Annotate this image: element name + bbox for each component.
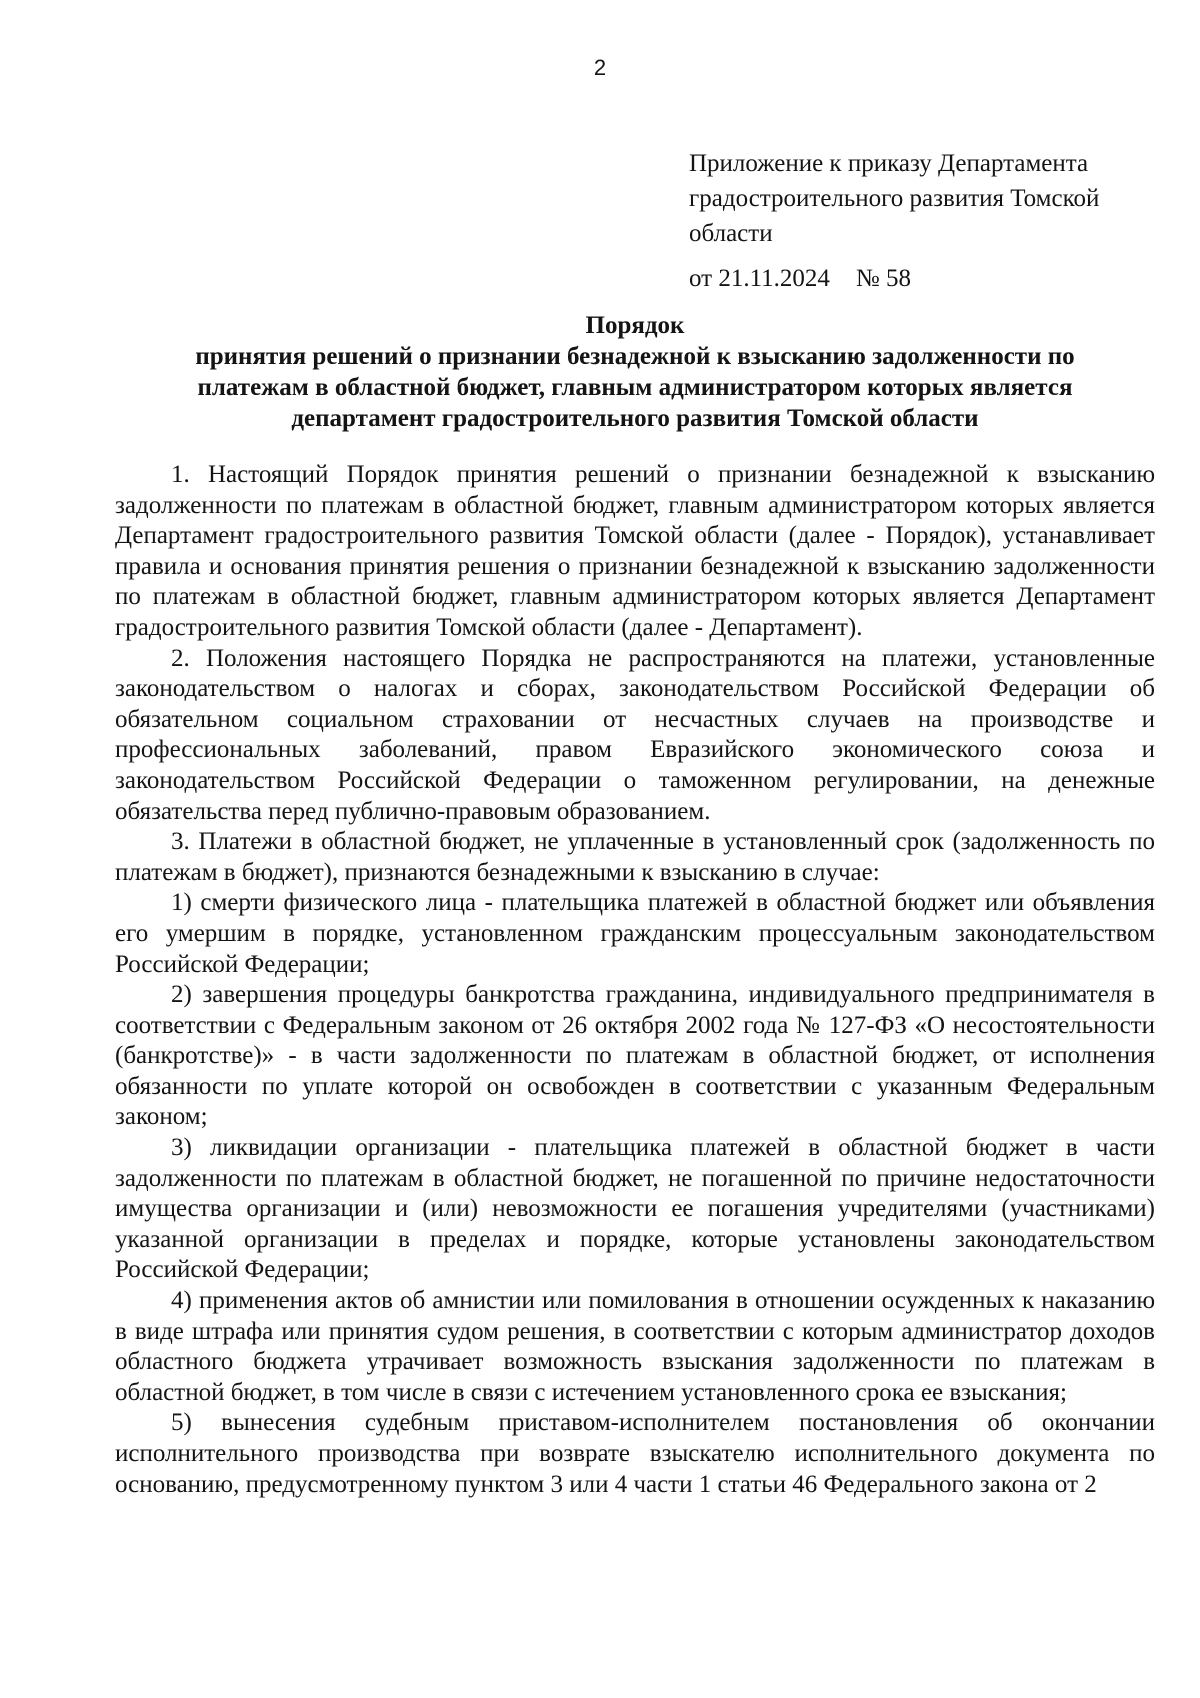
list-item-2: 2) завершения процедуры банкротства гражданина, индивидуального предпринимателя в соответствии с Федеральным законом от 26 октября 2002 года № 127-ФЗ «О несостоятельности (банкротстве)» - в части задолженности по платежам в областной бюджет, от исполнения обязанности по уплате которой он освобожден в соответствии с указанным Федеральным законом; bbox=[115, 981, 1155, 1131]
list-item-5: 5) вынесения судебным приставом-исполнителем постановления об окончании исполнительного производства при возврате взыскателю исполнительного документа по основанию, предусмотренному пунктом 3 или 4 части 1 статьи 46 Федерального закона от 2 bbox=[115, 1409, 1155, 1498]
order-number: № 58 bbox=[855, 265, 912, 292]
paragraph-1: 1. Настоящий Порядок принятия решений о признании безнадежной к взысканию задолженности по платежам в областной бюджет, главным администратором которых является Департамент градостроительного развития Томской области (далее - Порядок), устанавливает правила и основания принятия решения о признании безнадежной к взысканию задолженности по платежам в областной бюджет, главным администратором которых является Департамент градостроительного развития Томской области (далее - Департамент). bbox=[115, 461, 1155, 641]
title-line-4: департамент градостроительного развития Томской области bbox=[291, 405, 979, 432]
order-date-number bbox=[689, 261, 911, 296]
appendix-header: Приложение к приказу Департамента градостроительного развития Томской области bbox=[689, 150, 1100, 247]
title-line-3: платежам в областной бюджет, главным администратором которых является bbox=[197, 374, 1073, 401]
list-item-4: 4) применения актов об амнистии или помилования в отношении осужденных к наказанию в виде штрафа или принятия судом решения, в соответствии с которым администратор доходов областного бюджета утрачивает возможность взыскания задолженности по платежам в областной бюджет, в том числе в связи с истечением установленного срока ее взыскания; bbox=[115, 1287, 1155, 1406]
title-line-2: принятия решений о признании безнадежной к взысканию задолженности по bbox=[195, 343, 1075, 370]
list-item-1: 1) смерти физического лица - плательщика платежей в областной бюджет или объявления его умершим в порядке, установленном гражданским процессуальным законодательством Российской Федерации; bbox=[115, 889, 1155, 978]
list-item-3: 3) ликвидации организации - плательщика платежей в областной бюджет в части задолженности по платежам в областной бюджет, не погашенной по причине недостаточности имущества организации и (или) невозможности ее погашения учредителями (участниками) указанной организации в пределах и порядке, которые установлены законодательством Российской Федерации; bbox=[115, 1134, 1155, 1284]
order-date: от 21.11.2024 bbox=[689, 265, 830, 292]
paragraph-3: 3. Платежи в областной бюджет, не уплаченные в установленный срок (задолженность по платежам в бюджет), признаются безнадежными к взысканию в случае: bbox=[115, 828, 1155, 886]
document-body bbox=[115, 460, 1155, 1500]
title-line-1: Порядок bbox=[585, 312, 685, 339]
document-title bbox=[115, 310, 1155, 434]
page-number: 2 bbox=[593, 55, 607, 80]
paragraph-2: 2. Положения настоящего Порядка не распространяются на платежи, установленные законодательством о налогах и сборах, законодательством Российской Федерации об обязательном социальном страховании от несчастных случаев на производстве и профессиональных заболеваний, правом Евразийского экономического союза и законодательством Российской Федерации о таможенном регулировании, на денежные обязательства перед публично-правовым образованием. bbox=[115, 644, 1155, 825]
